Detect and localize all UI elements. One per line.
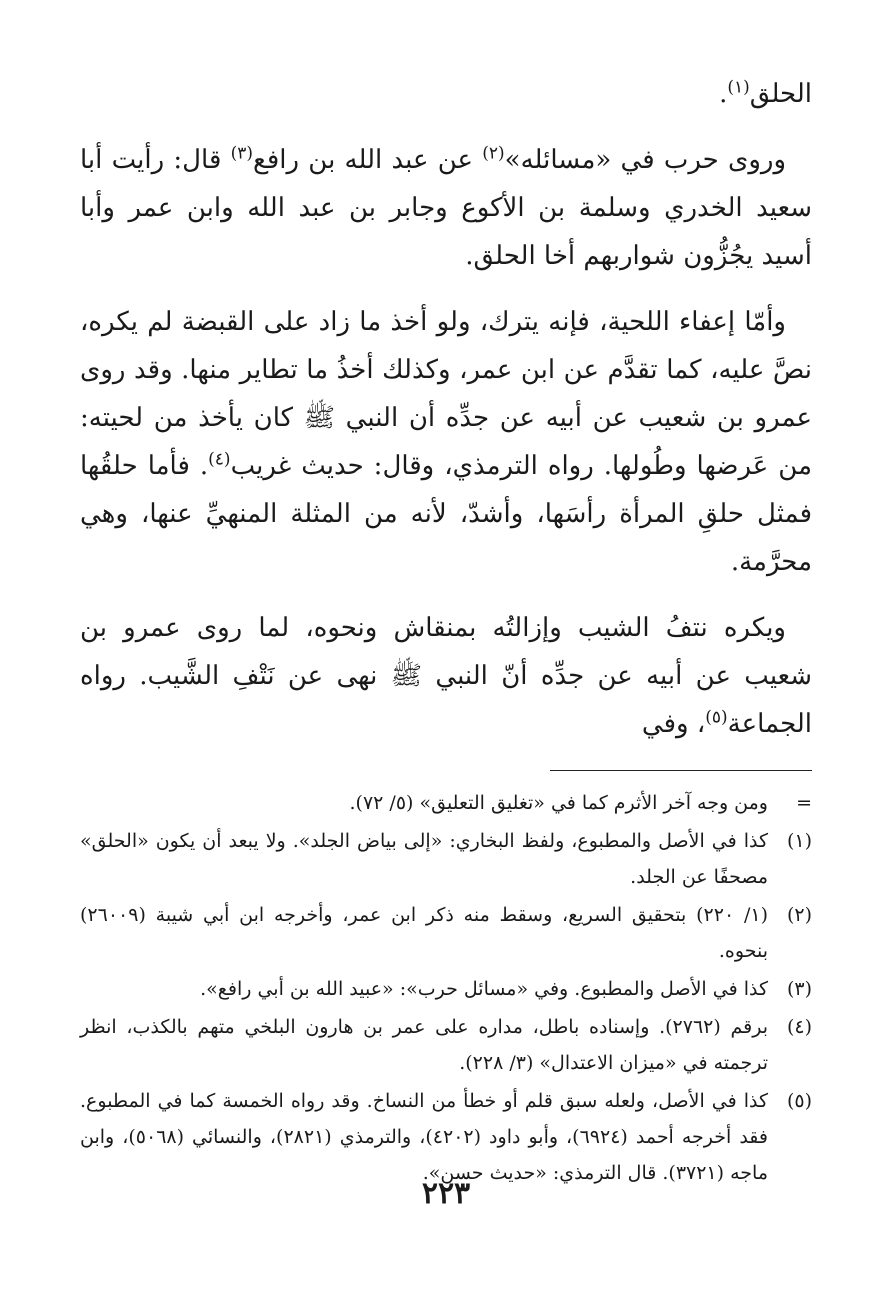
paragraph-2	[80, 136, 812, 280]
footnote-item	[80, 785, 812, 821]
footnote-text: ومن وجه آخر الأثرم كما في «تغليق التعليق» (٥/ ٧٢).	[349, 792, 768, 814]
book-page	[80, 70, 812, 1193]
footnote-text: كذا في الأصل والمطبوع، ولفظ البخاري: «إلى بياض الجلد». ولا يبعد أن يكون «الحلق» مصحفًا عن الجلد.	[80, 830, 768, 888]
footnote-item	[80, 1083, 812, 1191]
paragraph-1	[80, 70, 812, 118]
footnote-text: برقم (٢٧٦٢). وإسناده باطل، مداره على عمر بن هارون البلخي متهم بالكذب، انظر ترجمته في «ميزان الاعتدال» (٣/ ٢٢٨).	[80, 1016, 769, 1074]
footnote-item	[80, 897, 812, 969]
paragraph-3-text-a: وأمّا إعفاء اللحية، فإنه يترك، ولو أخذ ما زاد على القبضة لم يكره، نصَّ عليه، كما تقدَّم عن ابن عمر، وكذلك أخذُ ما تطاير منها. وقد روى عمرو بن شعيب عن أبيه عن جدِّه أن النبي ﷺ كان يأخذ من لحيته: من عَرضها وطُولها. رواه الترمذي، وقال: حديث غريب	[80, 307, 812, 481]
footnote-number: (٥)	[786, 1090, 812, 1112]
footnote-item	[80, 1009, 812, 1081]
paragraph-4-text-a: ويكره نتفُ الشيب وإزالتُه بمنقاش ونحوه، لما روى عمرو بن شعيب عن أبيه عن جدِّه أنّ النبي ﷺ نهى عن نَتْفِ الشَّيب. رواه الجماعة	[80, 613, 812, 739]
paragraph-2-text-c: قال: رأيت أبا سعيد الخدري وسلمة بن الأكوع وجابر بن عبد الله وابن عمر وأبا أسيد يجُزُّون شواربهم أخا الحلق.	[80, 145, 812, 271]
paragraph-4	[80, 604, 812, 748]
paragraph-2-text-a: وروى حرب في «مسائله»	[504, 145, 786, 175]
footnote-ref-1[interactable]: (١)	[727, 77, 750, 98]
paragraph-3	[80, 298, 812, 586]
paragraph-1-text: الحلق	[749, 79, 812, 109]
footnote-number: =	[796, 792, 812, 814]
footnote-text: (١/ ٢٢٠) بتحقيق السريع، وسقط منه ذكر ابن عمر، وأخرجه ابن أبي شيبة (٢٦٠٠٩) بنحوه.	[80, 904, 768, 962]
footnote-number: (٤)	[786, 1016, 812, 1038]
footnotes	[80, 785, 812, 1191]
footnote-number: (١)	[786, 830, 812, 852]
paragraph-4-text-b: ، وفي	[641, 709, 706, 739]
footnote-ref-2[interactable]: (٢)	[482, 143, 505, 164]
paragraph-1-end: .	[719, 79, 728, 109]
footnote-item	[80, 823, 812, 895]
footnote-item	[80, 971, 812, 1007]
paragraph-3-text-b: . فأما حلقُها فمثل حلقِ المرأة رأسَها، وأشدّ، لأنه من المثلة المنهيِّ عنها، وهي محرَّمة.	[80, 451, 812, 577]
page-number: ٢٢٣	[421, 1176, 471, 1211]
footnote-ref-5[interactable]: (٥)	[705, 707, 728, 728]
footnote-text: كذا في الأصل، ولعله سبق قلم أو خطأ من النساخ. وقد رواه الخمسة كما في المطبوع. فقد أخرجه أحمد (٦٩٢٤)، وأبو داود (٤٢٠٢)، والترمذي (٢٨٢١)، والنسائي (٥٠٦٨)، وابن ماجه (٣٧٢١). قال الترمذي: «حديث حسن».	[80, 1090, 768, 1184]
footnote-number: (٣)	[786, 978, 812, 1000]
footnote-text: كذا في الأصل والمطبوع. وفي «مسائل حرب»: «عبيد الله بن أبي رافع».	[200, 978, 768, 1000]
footnote-ref-3[interactable]: (٣)	[230, 143, 254, 164]
main-text	[80, 70, 812, 748]
footnote-divider-wrap	[80, 748, 812, 785]
footnote-divider	[550, 770, 812, 771]
footnote-ref-4[interactable]: (٤)	[208, 449, 231, 470]
paragraph-2-text-b: عن عبد الله بن رافع	[253, 145, 483, 175]
footnote-number: (٢)	[786, 904, 812, 926]
